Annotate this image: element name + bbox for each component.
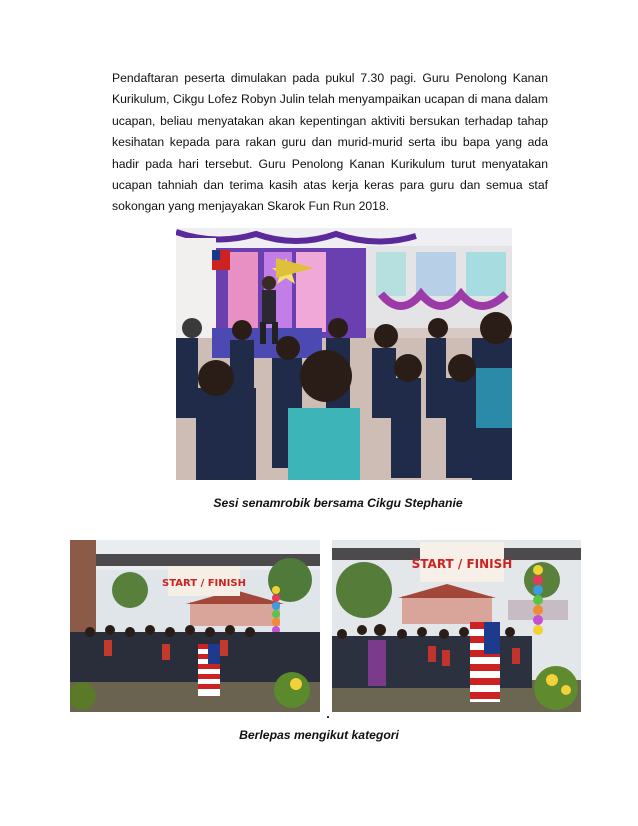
stray-dot [327, 716, 329, 718]
start-caption: Berlepas mengikut kategori [239, 728, 399, 742]
start-line-photo-left [70, 540, 320, 712]
aerobics-caption: Sesi senamrobik bersama Cikgu Stephanie [213, 496, 463, 510]
banner-text-left: START / FINISH [162, 578, 246, 589]
banner-text-right: START / FINISH [411, 557, 513, 571]
aerobics-photo [176, 228, 512, 480]
body-paragraph: Pendaftaran peserta dimulakan pada pukul 7.30 pagi. Guru Penolong Kanan Kurikulum, Cikgu Lofez Robyn Julin telah menyampaikan ucapan di mana dalam ucapan, beliau menyatakan akan kepentingan aktiviti bersukan terhadap tahap kesihatan kepada para rakan guru dan murid-murid serta ibu bapa yang ada hadir pada hari tersebut. Guru Penolong Kanan Kurikulum turut menyatakan ucapan tahniah dan terima kasih atas kerja keras para guru dan semua staf sokongan yang menjayakan Skarok Fun Run 2018. [112, 71, 548, 214]
start-line-photo-right [332, 540, 581, 712]
